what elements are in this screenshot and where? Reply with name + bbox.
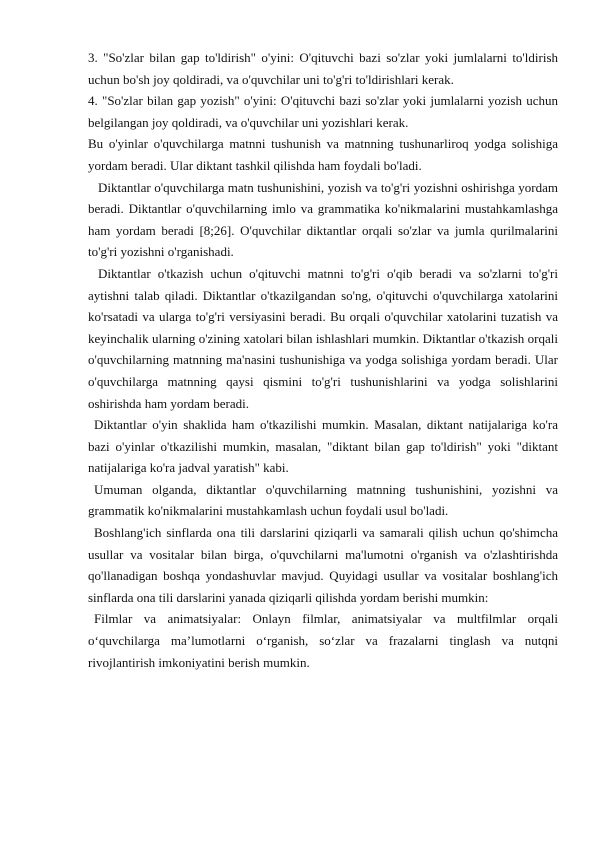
paragraph-dictation-benefits: Diktantlar o'quvchilarga matn tushunishini, yozish va to'g'ri yozishni oshirishga yordam beradi. Diktantlar o'quvchilarning imlo va grammatika ko'nikmalarini mustahkamlashga ham yordam beradi [8;26]. O'quvchilar diktantlar orqali so'zlar va jumla qurilmalarini to'g'ri yozishni o'rganishadi. — [88, 179, 558, 260]
paragraph-additional-methods: Boshlang'ich sinflarda ona tili darslarini qiziqarli va samarali qilish uchun qo'shimcha usullar va vositalar bilan birga, o'quvchilarni ma'lumotni o'rganish va o'zlashtirishda qo'llanadigan boshqa yondashuvlar mavjud. Quyidagi usullar va vositalar boshlang'ich sinflarda ona tili darslarini yanada qiziqarli qilishda yordam berishi mumkin: — [88, 525, 558, 605]
paragraph-games-benefit: Bu o'yinlar o'quvchilarga matnni tushunish va matnning tushunarliroq yodga solishiga yordam beradi. Ular diktant tashkil qilishda ham foydali bo'ladi. — [88, 136, 558, 173]
paragraph-game-4: 4. "So'zlar bilan gap yozish" o'yini: O'qituvchi bazi so'zlar yoki jumlalarni yozish uchun belgilangan joy qoldiradi, va o'quvchilar uni yozishlari kerak. — [88, 93, 558, 130]
paragraph-dictation-games: Diktantlar o'yin shaklida ham o'tkazilishi mumkin. Masalan, diktant natijalariga ko'ra bazi o'yinlar o'tkazilishi mumkin, masalan, "diktant bilan gap to'ldirish" yoki "diktant natijalariga ko'ra jadval yaratish" kabi. — [88, 417, 558, 476]
paragraph-summary: Umuman olganda, diktantlar o'quvchilarning matnning tushunishini, yozishni va grammatik ko'nikmalarini mustahkamlash uchun foydali usul bo'ladi. — [88, 481, 558, 519]
document-body — [88, 47, 558, 673]
paragraph-films-animations: Filmlar va animatsiyalar: Onlayn filmlar, animatsiyalar va multfilmlar orqali o‘quvchilarga ma’lumotlarni o‘rganish, so‘zlar va frazalarni tinglash va nutqni rivojlantirish imkoniyatini berish mumkin. — [88, 611, 558, 670]
paragraph-dictation-procedure: Diktantlar o'tkazish uchun o'qituvchi matnni to'g'ri o'qib beradi va so'zlarni to'g'ri aytishni talab qiladi. Diktantlar o'tkazilgandan so'ng, o'qituvchi o'quvchilarga xatolarini ko'rsatadi va ularga to'g'ri versiyasini beradi. Bu orqali o'quvchilar xatolarini tuzatish va keyinchalik ularning o'zining xatolari bilan ishlashlari mumkin. Diktantlar o'tkazish orqali o'quvchilarning matnning ma'nasini tushunishiga va yodga solishiga yordam beradi. Ular o'quvchilarga matnning qaysi qismini to'g'ri tushunishlarini va yodga solishlarini oshirishda ham yordam beradi. — [88, 265, 558, 411]
paragraph-game-3: 3. "So'zlar bilan gap to'ldirish" o'yini: O'qituvchi bazi so'zlar yoki jumlalarni to'ldirish uchun bo'sh joy qoldiradi, va o'quvchilar uni to'g'ri to'ldirishlari kerak. — [88, 50, 558, 87]
